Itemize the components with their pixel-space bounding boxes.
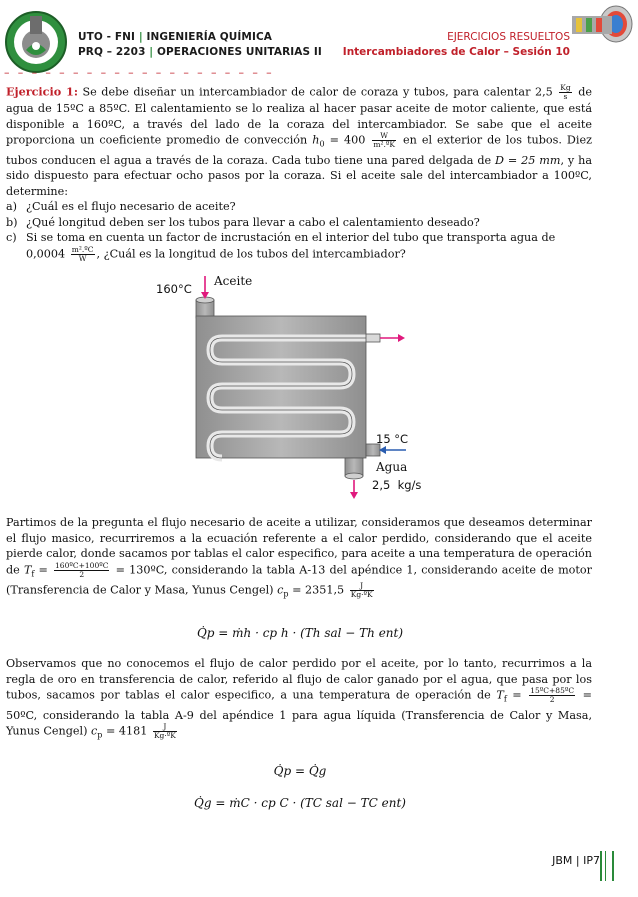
var-h-sub: 0 (319, 139, 325, 149)
separator: | (149, 46, 154, 58)
cp-oil-value: = 2351,5 (292, 583, 345, 597)
solution-text-3: Observamos que no conocemos el flujo de calor perdido por el aceite, por lo tanto, recurrimos a la regla de oro en transferencia de calor, referido al flujo de calor ganado por el agua, que pasa por los tubos, sacamos por tablas el calor especifico, a una temperatura de operación de (6, 657, 592, 702)
exercise-text-2: de agua de 15ºC a 85ºC. El calentamiento se lo realiza al hacer pasar aceite de motor caliente, que está disponible a 160ºC, a través del lado de la coraza del intercambiador. Se sabe que el aceite proporciona un coeficiente promedio de convección (6, 85, 593, 147)
cp-water-value: = 4181 (105, 724, 148, 738)
unit-den: m².ºK (373, 140, 395, 150)
question-a (6, 199, 592, 215)
unit-j-per-kgk (350, 582, 374, 599)
exercise-text-1: Se debe diseñar un intercambiador de calor de coraza y tubos, para calentar 2,5 (82, 85, 553, 99)
var-cp: c (277, 583, 284, 597)
question-b (6, 215, 592, 231)
equation-heat-lost: Q̇p = ṁh · cp h · (Th sal − Th ent) (196, 626, 404, 640)
faculty-code: UTO - FNI (78, 31, 136, 43)
question-label: c) (6, 231, 17, 245)
tf2-fraction (529, 687, 575, 704)
question-c-tail: , ¿Cuál es la longitud de los tubos del intercambiador? (96, 247, 406, 261)
unit-num: m².ºC (71, 245, 94, 255)
tf-fraction (54, 562, 109, 579)
unit-num: W (372, 132, 396, 141)
equation-heat-gained: Q̇g = ṁC · cp C · (TC sal − TC ent) (194, 796, 406, 810)
header-section-title: EJERCICIOS RESUELTOS (447, 31, 570, 43)
d-value: = 25 mm (507, 153, 561, 167)
var-cp: c (91, 724, 98, 738)
var-d: D (495, 153, 504, 167)
fouling-value: 0,0004 (26, 247, 66, 261)
question-text: ¿Cuál es el flujo necesario de aceite? (26, 200, 236, 214)
var-tf: T (496, 688, 504, 702)
frac-den: 2 (549, 695, 555, 705)
oil-label: Aceite (214, 274, 253, 288)
header-divider: – – – – – – – – – – – – – – – – – – – – (4, 66, 275, 79)
question-text: Si se toma en cuenta un factor de incrustación en el interior del tubo que transporta agua de (26, 231, 556, 245)
var-tf-sub: f (31, 569, 35, 579)
heat-exchanger-image (568, 4, 634, 48)
water-label: Agua (376, 460, 408, 474)
frac-num: 15ºC+85ºC (530, 686, 575, 696)
unit-den: Kg·ºK (350, 590, 373, 600)
question-c (6, 230, 592, 246)
unit-num: Kg (560, 83, 571, 92)
career-name: INGENIERÍA QUÍMICA (146, 31, 273, 43)
solution-text-2: = 130ºC, considerando la tabla A-13 del apéndice 1, considerando aceite de motor (Transferencia de Calor y Masa, Yunus Cengel) (6, 563, 592, 597)
unit-num: J (153, 723, 177, 732)
var-cp-sub: p (97, 730, 103, 740)
question-c-continued (6, 246, 592, 263)
course-name: OPERACIONES UNITARIAS II (156, 46, 322, 58)
var-h: h (312, 133, 320, 147)
exercise-text-4: , y ha sido dispuesto para efectuar ocho pasos por la coraza. Si el aceite sale del intercambiador a 100ºC, determine: (6, 153, 592, 198)
frac-num: 160ºC+100ºC (55, 560, 109, 570)
exercise-statement (6, 84, 592, 263)
solution-text-4: considerando la tabla A-9 del apéndice 1 para agua líquida (Transferencia de Calor y Masa, Yunus Cengel) (6, 708, 593, 738)
equation-energy-balance: Q̇p = Q̇g (273, 764, 327, 778)
unit-j-per-kgk (153, 723, 177, 740)
water-temperature-label: 15 °C (376, 432, 409, 446)
frac-den: 2 (79, 569, 85, 579)
h-value: = 400 (329, 133, 366, 147)
footer-decoration (600, 851, 614, 881)
tf2-result: = 50ºC, (6, 688, 593, 722)
header-session-title: Intercambiadores de Calor – Sesión 10 (342, 46, 570, 58)
unit-den: Kg·ºK (153, 731, 176, 741)
unit-kg-per-s (559, 84, 571, 101)
question-text: ¿Qué longitud deben ser los tubos para llevar a cabo el calentamiento deseado? (26, 215, 480, 229)
unit-w-per-m2k (372, 132, 396, 149)
oil-temperature-label: 160°C (156, 282, 192, 296)
solution-text-1: Partimos de la pregunta el flujo necesario de aceite a utilizar, consideramos que deseamos determinar el flujo masico, recurriremos a la ecuación referente a el calor perdido, considerando que el aceite pierde calor, donde sacamos por tablas el calor especifico, para aceite a una temperatura de operación de (6, 516, 592, 577)
exercise-label: Ejercicio 1: (6, 84, 78, 99)
var-cp-sub: p (283, 589, 289, 599)
header-session-info (343, 30, 570, 60)
unit-den: W (78, 254, 87, 264)
unit-m2c-per-w (71, 246, 95, 263)
solution-paragraph-1: Partimos de la pregunta el flujo necesario de aceite a utilizar, consideramos que deseamos determinar el flujo masico, recurriremos a la ecuación referente a el calor perdido, considerando que el aceite pierde calor, donde sacamos por tablas el calor especifico, para aceite a una temperatura de operación de $T_f$ = $\frac{\text{160ºC+100ºC}}{2}$ = 130ºC, considerando la tabla A-13 del apéndice 1, considerando aceite de motor (Transferencia de Calor y Masa, Yunus Cengel) $c_p = 2351,5$ $\frac{J}{\text{Kg·ºK}}$ (6, 516, 592, 600)
question-label: a) (6, 200, 18, 214)
heat-exchanger-diagram (150, 272, 450, 502)
header-course-info (78, 30, 322, 60)
unit-num: J (350, 582, 374, 591)
var-tf-sub: f (503, 694, 507, 704)
unit-den: s (563, 92, 568, 101)
var-tf: T (23, 563, 32, 577)
university-logo (4, 10, 68, 74)
solution-paragraph-2: Observamos que no conocemos el flujo de calor perdido por el aceite, por lo tanto, recurrimos a la regla de oro en transferencia de calor, referido al flujo de calor ganado por el agua, que pasa por los tubos, sacamos por tablas el calor especifico, a una temperatura de operación de $T_f$ = $\frac{\text{15ºC+85ºC}}{2}$ = 50ºC, considerando la tabla A-9 del apéndice 1 para agua líquida (Transferencia de Calor y Masa, Yunus Cengel) $c_p = 4181$ $\frac{J}{\text{Kg·ºK}}$ (6, 657, 593, 741)
exercise-text-3: en el exterior de los tubos. Diez tubos conducen el agua a través de la coraza. Cada tubo tiene una pared delgada de (6, 133, 592, 167)
question-label: b) (6, 215, 18, 229)
water-flow-label: 2,5 kg/s (372, 478, 422, 492)
course-code: PRQ – 2203 (78, 46, 146, 58)
page-footer: JBM | IP7 (552, 854, 600, 867)
separator: | (138, 31, 143, 43)
